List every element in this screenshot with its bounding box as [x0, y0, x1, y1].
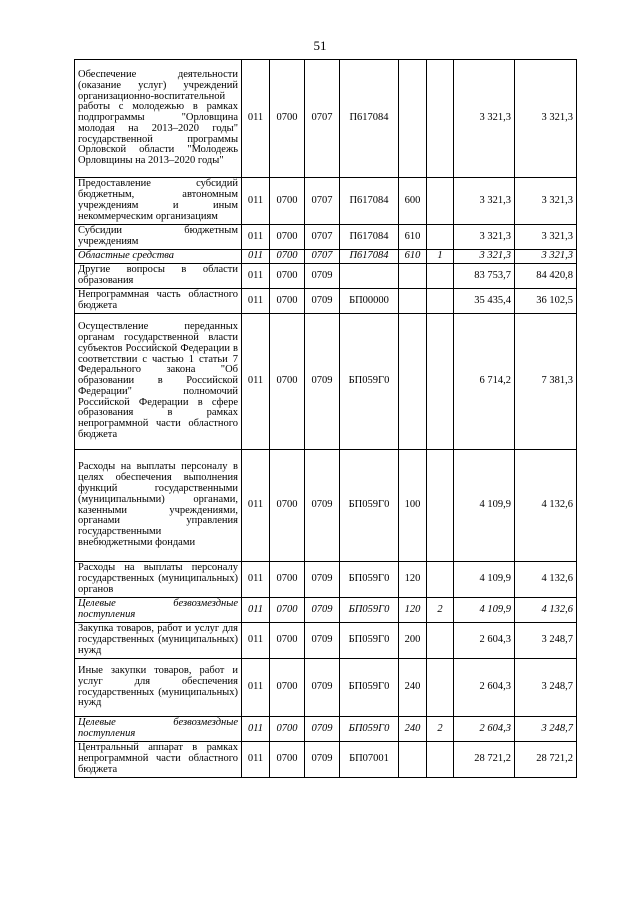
amount-year2-cell: 3 248,7	[515, 717, 577, 742]
expense-type-cell	[399, 742, 427, 778]
section-cell: 0700	[270, 60, 305, 178]
section-cell: 0700	[270, 450, 305, 562]
target-article-cell: П617084	[340, 250, 399, 264]
grbs-cell: 011	[242, 450, 270, 562]
subsection-cell: 0707	[305, 178, 340, 225]
source-cell	[427, 450, 454, 562]
section-cell: 0700	[270, 742, 305, 778]
amount-year1-cell: 35 435,4	[454, 289, 515, 314]
amount-year2-cell: 3 321,3	[515, 60, 577, 178]
target-article-cell: П617084	[340, 60, 399, 178]
grbs-cell: 011	[242, 60, 270, 178]
section-cell: 0700	[270, 562, 305, 598]
section-cell: 0700	[270, 264, 305, 289]
grbs-cell: 011	[242, 264, 270, 289]
expense-name-cell: Закупка товаров, работ и услуг для государственных (муниципальных) нужд	[75, 623, 242, 659]
expense-name-cell: Центральный аппарат в рамках непрограммной части областного бюджета	[75, 742, 242, 778]
target-article-cell: П617084	[340, 178, 399, 225]
expense-type-cell: 610	[399, 225, 427, 250]
source-cell: 2	[427, 598, 454, 623]
amount-year1-cell: 28 721,2	[454, 742, 515, 778]
expense-name-cell: Расходы на выплаты персоналу государственных (муниципальных) органов	[75, 562, 242, 598]
amount-year1-cell: 2 604,3	[454, 659, 515, 717]
section-cell: 0700	[270, 717, 305, 742]
grbs-cell: 011	[242, 659, 270, 717]
source-cell	[427, 623, 454, 659]
target-article-cell: П617084	[340, 225, 399, 250]
amount-year2-cell: 3 321,3	[515, 178, 577, 225]
expense-name-cell: Иные закупки товаров, работ и услуг для обеспечения государственных (муниципальных) нужд	[75, 659, 242, 717]
grbs-cell: 011	[242, 598, 270, 623]
target-article-cell: БП07001	[340, 742, 399, 778]
source-cell	[427, 562, 454, 598]
expense-type-cell: 100	[399, 450, 427, 562]
amount-year2-cell: 4 132,6	[515, 450, 577, 562]
section-cell: 0700	[270, 598, 305, 623]
table-row	[75, 659, 577, 717]
amount-year1-cell: 2 604,3	[454, 623, 515, 659]
amount-year1-cell: 4 109,9	[454, 450, 515, 562]
table-row	[75, 623, 577, 659]
expense-type-cell: 240	[399, 659, 427, 717]
amount-year2-cell: 28 721,2	[515, 742, 577, 778]
table-row	[75, 598, 577, 623]
grbs-cell: 011	[242, 717, 270, 742]
source-cell	[427, 178, 454, 225]
expense-name-cell: Осуществление переданных органам государственной власти субъектов Российской Федерации в соответствии с частью 1 статьи 7 Федерального закона "Об образовании в Российской Федерации" полномочий Российской Федерации в сфере образования в рамках непрограммной части областного бюджета	[75, 314, 242, 450]
grbs-cell: 011	[242, 289, 270, 314]
target-article-cell: БП059Г0	[340, 623, 399, 659]
section-cell: 0700	[270, 659, 305, 717]
expense-type-cell	[399, 314, 427, 450]
amount-year2-cell: 4 132,6	[515, 562, 577, 598]
table-row	[75, 742, 577, 778]
expense-type-cell: 120	[399, 598, 427, 623]
expense-name-cell: Непрограммная часть областного бюджета	[75, 289, 242, 314]
amount-year2-cell: 3 321,3	[515, 225, 577, 250]
amount-year1-cell: 3 321,3	[454, 178, 515, 225]
target-article-cell: БП059Г0	[340, 562, 399, 598]
table-row	[75, 264, 577, 289]
subsection-cell: 0709	[305, 659, 340, 717]
section-cell: 0700	[270, 314, 305, 450]
source-cell	[427, 60, 454, 178]
amount-year1-cell: 83 753,7	[454, 264, 515, 289]
expense-type-cell: 200	[399, 623, 427, 659]
amount-year1-cell: 4 109,9	[454, 562, 515, 598]
amount-year1-cell: 2 604,3	[454, 717, 515, 742]
subsection-cell: 0709	[305, 562, 340, 598]
table-row	[75, 178, 577, 225]
source-cell	[427, 264, 454, 289]
table-row	[75, 314, 577, 450]
table-row	[75, 60, 577, 178]
amount-year2-cell: 3 321,3	[515, 250, 577, 264]
grbs-cell: 011	[242, 250, 270, 264]
subsection-cell: 0709	[305, 717, 340, 742]
table-row	[75, 450, 577, 562]
source-cell	[427, 659, 454, 717]
expense-type-cell: 610	[399, 250, 427, 264]
source-cell	[427, 742, 454, 778]
source-cell: 2	[427, 717, 454, 742]
amount-year1-cell: 3 321,3	[454, 60, 515, 178]
subsection-cell: 0707	[305, 60, 340, 178]
budget-table	[74, 59, 577, 778]
section-cell: 0700	[270, 225, 305, 250]
subsection-cell: 0709	[305, 289, 340, 314]
target-article-cell: БП059Г0	[340, 598, 399, 623]
grbs-cell: 011	[242, 623, 270, 659]
subsection-cell: 0709	[305, 742, 340, 778]
expense-name-cell: Субсидии бюджетным учреждениям	[75, 225, 242, 250]
target-article-cell: БП059Г0	[340, 717, 399, 742]
section-cell: 0700	[270, 178, 305, 225]
amount-year2-cell: 84 420,8	[515, 264, 577, 289]
grbs-cell: 011	[242, 742, 270, 778]
expense-name-cell: Расходы на выплаты персоналу в целях обеспечения выполнения функций государственными (муниципальными) органами, казенными учреждениями, органами управления государственными внебюджетными фондами	[75, 450, 242, 562]
expense-name-cell: Предоставление субсидий бюджетным, автономным учреждениям и иным некоммерческим организациям	[75, 178, 242, 225]
source-cell: 1	[427, 250, 454, 264]
subsection-cell: 0707	[305, 250, 340, 264]
subsection-cell: 0709	[305, 450, 340, 562]
target-article-cell: БП00000	[340, 289, 399, 314]
table-row	[75, 289, 577, 314]
expense-name-cell: Целевые безвозмездные поступления	[75, 598, 242, 623]
table-row	[75, 250, 577, 264]
target-article-cell	[340, 264, 399, 289]
amount-year2-cell: 3 248,7	[515, 659, 577, 717]
expense-type-cell	[399, 60, 427, 178]
target-article-cell: БП059Г0	[340, 450, 399, 562]
grbs-cell: 011	[242, 178, 270, 225]
amount-year2-cell: 4 132,6	[515, 598, 577, 623]
source-cell	[427, 225, 454, 250]
target-article-cell: БП059Г0	[340, 659, 399, 717]
subsection-cell: 0709	[305, 623, 340, 659]
source-cell	[427, 289, 454, 314]
expense-type-cell	[399, 264, 427, 289]
amount-year1-cell: 6 714,2	[454, 314, 515, 450]
amount-year1-cell: 3 321,3	[454, 225, 515, 250]
expense-type-cell: 600	[399, 178, 427, 225]
table-row	[75, 562, 577, 598]
amount-year2-cell: 3 248,7	[515, 623, 577, 659]
table-row	[75, 225, 577, 250]
amount-year2-cell: 36 102,5	[515, 289, 577, 314]
table-row	[75, 717, 577, 742]
expense-type-cell: 120	[399, 562, 427, 598]
expense-name-cell: Областные средства	[75, 250, 242, 264]
table-body	[75, 60, 577, 778]
expense-name-cell: Обеспечение деятельности (оказание услуг) учреждений организационно-воспитательной работы с молодежью в рамках подпрограммы "Орловщина молодая на 2013–2020 годы" государственной программы Орловской области "Молодежь Орловщины на 2013–2020 годы"	[75, 60, 242, 178]
grbs-cell: 011	[242, 314, 270, 450]
amount-year1-cell: 3 321,3	[454, 250, 515, 264]
subsection-cell: 0709	[305, 264, 340, 289]
page-number: 51	[313, 38, 327, 53]
subsection-cell: 0709	[305, 314, 340, 450]
expense-type-cell	[399, 289, 427, 314]
section-cell: 0700	[270, 289, 305, 314]
section-cell: 0700	[270, 250, 305, 264]
amount-year1-cell: 4 109,9	[454, 598, 515, 623]
section-cell: 0700	[270, 623, 305, 659]
subsection-cell: 0709	[305, 598, 340, 623]
expense-type-cell: 240	[399, 717, 427, 742]
grbs-cell: 011	[242, 225, 270, 250]
target-article-cell: БП059Г0	[340, 314, 399, 450]
source-cell	[427, 314, 454, 450]
expense-name-cell: Целевые безвозмездные поступления	[75, 717, 242, 742]
grbs-cell: 011	[242, 562, 270, 598]
expense-name-cell: Другие вопросы в области образования	[75, 264, 242, 289]
subsection-cell: 0707	[305, 225, 340, 250]
amount-year2-cell: 7 381,3	[515, 314, 577, 450]
